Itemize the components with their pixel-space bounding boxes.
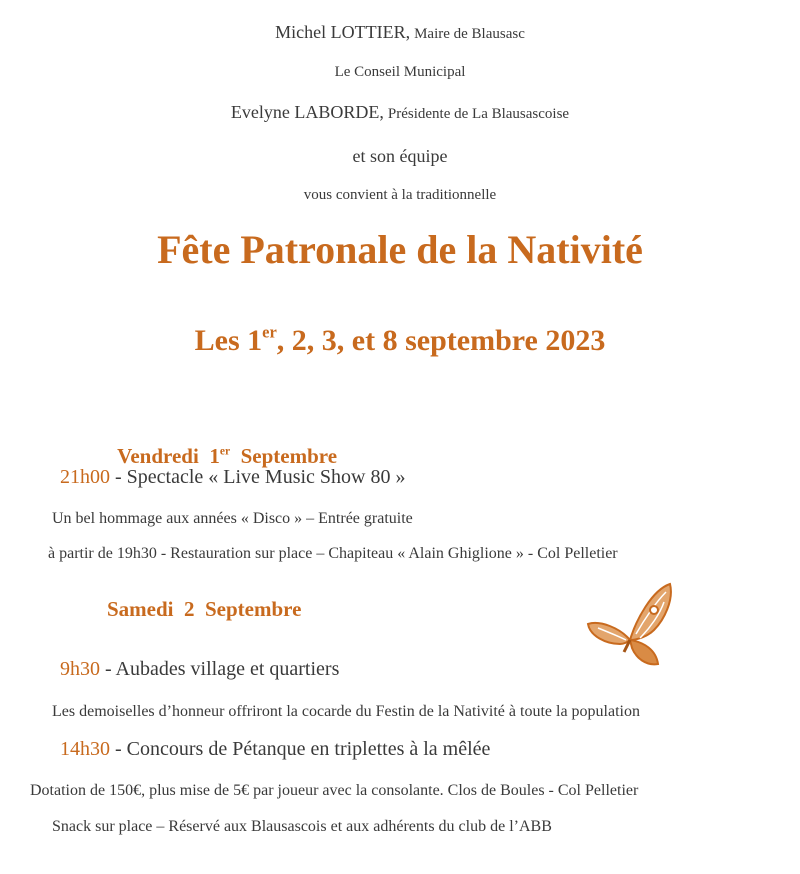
president-name: Evelyne LABORDE, [230,102,384,122]
president-role: Présidente de La Blausascoise [387,106,570,122]
friday-event-1-detail-2: à partir de 19h30 - Restauration sur place – Chapiteau « Alain Ghiglione » - Col Pelletier [48,545,618,562]
friday-sup: er [219,445,231,458]
butterfly-lower-wing [630,640,658,664]
organizer-mayor [0,22,800,43]
event-dates [0,324,800,358]
dates-suffix: , 2, 3, et 8 septembre 2023 [276,324,606,357]
butterfly-spot [650,606,658,614]
saturday-heading: Samedi 2 Septembre [107,597,302,621]
saturday-event-1-detail: Les demoiselles d’honneur offriront la cocarde du Festin de la Nativité à toute la population [52,703,640,720]
saturday-event-1-title: - Aubades village et quartiers [100,658,340,680]
organizer-team: et son équipe [352,146,448,166]
mayor-name: Michel LOTTIER, [275,22,411,42]
butterfly-icon [584,580,676,672]
organizer-president [0,102,800,123]
saturday-event-2 [60,738,490,761]
friday-month: Septembre [230,444,338,468]
friday-event-1-detail: Un bel hommage aux années « Disco » – Entrée gratuite [52,510,413,527]
invitation-line: vous convient à la traditionnelle [303,187,497,203]
friday-heading [107,419,337,469]
friday-event-1-title: - Spectacle « Live Music Show 80 » [110,466,406,488]
mayor-role: Maire de Blausasc [414,26,525,42]
saturday-event-1-time: 9h30 [60,658,100,680]
page-title: Fête Patronale de la Nativité [157,227,643,272]
saturday-event-1 [60,658,339,681]
saturday-event-2-title: - Concours de Pétanque en triplettes à la mêlée [110,738,491,760]
dates-prefix: Les 1 [194,324,263,357]
saturday-event-2-detail-2: Snack sur place – Réservé aux Blausascois et aux adhérents du club de l’ABB [52,818,552,835]
friday-event-1 [60,466,406,489]
saturday-event-2-time: 14h30 [60,738,110,760]
butterfly-left-wing [588,623,630,644]
dates-sup: er [262,322,277,342]
saturday-event-2-detail: Dotation de 150€, plus mise de 5€ par joueur avec la consolante. Clos de Boules - Col Pelletier [30,782,639,799]
friday-event-1-time: 21h00 [60,466,110,488]
friday-day: Vendredi 1 [117,444,220,468]
organizer-council: Le Conseil Municipal [334,64,466,80]
